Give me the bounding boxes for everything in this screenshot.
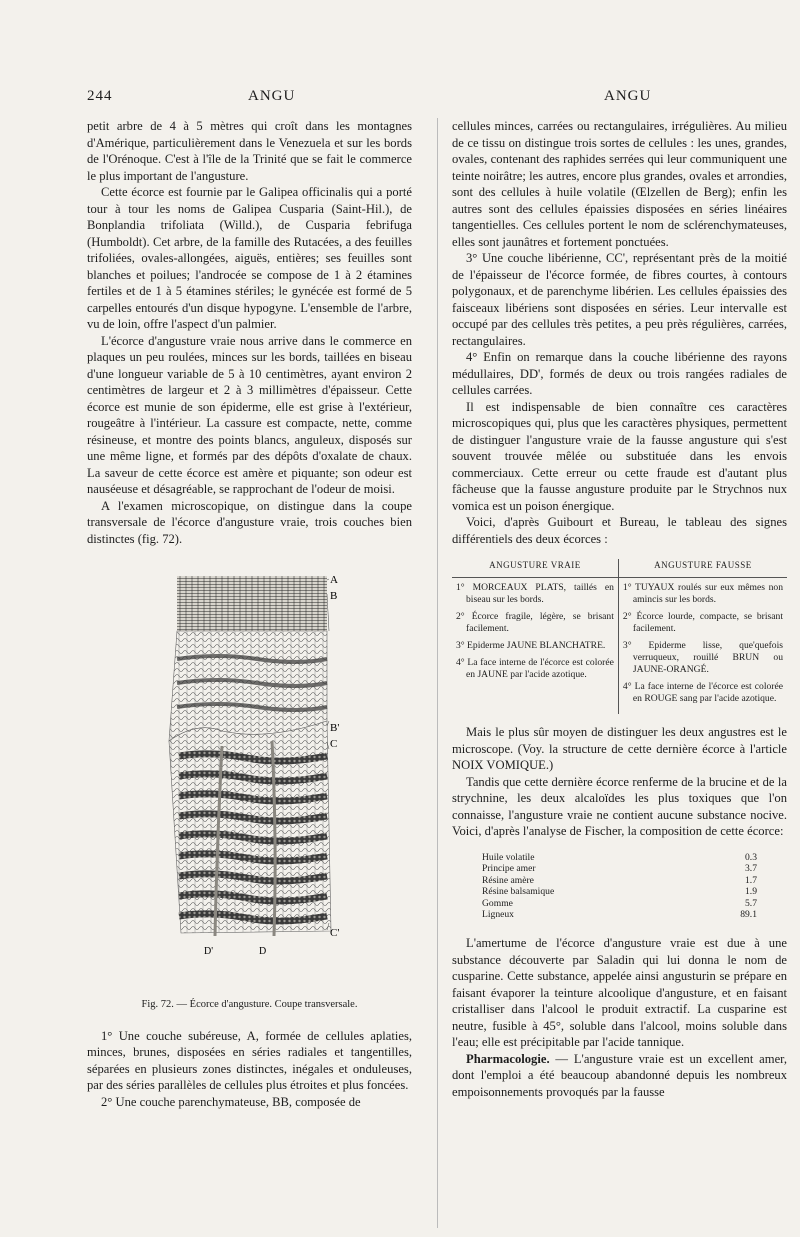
composition-row: [482, 875, 757, 887]
figure-caption: Fig. 72. — Écorce d'angusture. Coupe transversale.: [141, 999, 358, 1010]
composition-name: Résine amère: [482, 874, 534, 886]
figure-label-d: D: [259, 946, 267, 957]
composition-name: Huile volatile: [482, 851, 535, 863]
table-header-true: ANGUSTURE VRAIE: [452, 559, 618, 578]
composition-row: [482, 898, 757, 910]
pharmacology-heading: Pharmacologie.: [466, 1051, 550, 1066]
composition-name: Ligneux: [482, 909, 514, 921]
left-paragraph-2: Cette écorce est fournie par le Galipea officinalis qui a porté tour à tour les noms de Galipea Cusparia (Saint-Hil.), de Bonplandia trifoliata (Willd.), de Cusparia febrifuga (Humboldt). Cet arbre, de la famille des Rutacées, a des feuilles trifoliées, ovales-allongées, aiguës, entières; ses feuilles sont blanches et poilues; l'androcée se compose de 1 à 2 étamines fertiles et de 1 à 5 étamines stériles; le gynécée est formé de 5 carpelles entourés d'un disque hypogyne. L'ensemble de l'arbre, vu de loin, offre l'aspect d'un palmier.: [87, 185, 412, 331]
composition-row: [482, 886, 757, 898]
table-header-false: ANGUSTURE FAUSSE: [618, 559, 787, 578]
right-paragraph-8: L'amertume de l'écorce d'angusture vraie est due à une substance découverte par Saladin qui lui donna le nom de cusparine. Cette substance, appelée ainsi angusturin se prépare en faisant évaporer la teinture alcoolique d'angusture, et en faisant cristalliser dans l'alcool le produit extractif. La cusparine est neutre, fusible à 45°, soluble dans l'alcool, moins soluble dans l'eau; elle est précipitable par l'acide tannique.: [452, 936, 787, 1050]
table-cell: 2° Écorce lourde, compacte, se brisant facilement.: [622, 611, 783, 634]
cork-layer: [177, 576, 327, 631]
bark-cross-section-illustration: [87, 571, 412, 991]
table-cell: 3° Epiderme JAUNE BLANCHATRE.: [456, 640, 606, 651]
pharmacology-text: — L'angusture vraie est un excellent amer, dont l'emploi a été beaucoup abandonné depuis les nombreux empoisonnements provoqués par la fausse: [452, 1051, 787, 1099]
running-head-left: ANGU: [248, 88, 296, 104]
table-cell: 3° Epiderme lisse, que'quefois verruqueux, rouillé BRUN ou JAUNE-ORANGÉ.: [622, 640, 783, 675]
figure-72: [87, 571, 412, 991]
table-column-true: [452, 578, 618, 715]
composition-name: Gomme: [482, 897, 513, 909]
right-column: [452, 118, 787, 1100]
table-cell: 1° MORCEAUX PLATS, taillés en biseau sur les bords.: [456, 582, 614, 605]
right-paragraph-1: cellules minces, carrées ou rectangulaires, irrégulières. Au milieu de ce tissu on distingue trois sortes de cellules : les unes, grandes, ovales, contenant des raphides serrées qui leur communiquent une teinte noirâtre; les autres, encore plus grandes, ovales et arrondies, sont des cellules à huile volatile (Œlzellen de Berg); enfin les autres sont des cellules épaissies disposées en séries linéaires tangentielles. Ces cellules portent le nom de sclérenchymateuses, elles sont jaunâtres et fortement ponctuées.: [452, 119, 787, 249]
right-paragraph-2: 3° Une couche libérienne, CC', représentant près de la moitié de l'épaisseur de l'écorce formée, de fibres courtes, à contours polygonaux, et de parenchyme libérien. Les cellules épaissies des faisceaux libériens sont disposées en séries. Leur intervalle est occupé par des cellules très petites, a peu près régulières, carrées, rectangulaires.: [452, 251, 787, 348]
composition-value: 1.9: [745, 886, 757, 898]
right-paragraph-9: [452, 1051, 787, 1101]
table-cell: 2° Écorce fragile, légère, se brisant facilement.: [456, 611, 614, 634]
figure-label-b-prime: B': [330, 722, 340, 734]
column-divider: [437, 118, 438, 1228]
left-paragraph-3: L'écorce d'angusture vraie nous arrive dans le commerce en plaques un peu roulées, minces sur les bords, taillées en biseau d'une longueur variable de 5 à 10 centimètres, ayant environ 2 centimètres de largeur et 2 à 3 millimètres d'épaisseur. Cette écorce est munie de son épiderme, elle est grise à l'extérieur, rougeâtre à l'intérieur. La cassure est compacte, nette, comme résineuse, et montre des points blancs, anguleux, disposés sur une même ligne, et formés par des dépôts d'oxalate de chaux. La saveur de cette écorce est amère et piquante; son odeur est nauséeuse et désagréable, se rapprochant de l'odeur de moisi.: [87, 333, 412, 496]
figure-label-a: A: [330, 574, 338, 586]
composition-value: 1.7: [745, 874, 757, 886]
left-paragraph-6: 2° Une couche parenchymateuse, BB, composée de: [101, 1094, 361, 1109]
composition-row: [482, 863, 757, 875]
table-column-false: [618, 578, 787, 715]
composition-table: [482, 852, 757, 922]
left-paragraph-5: 1° Une couche subéreuse, A, formée de cellules aplaties, minces, brunes, disposées en séries radiales et tangentilles, séparées en plusieurs zones distinctes, inégales et onduleuses, par des séries parallèles de cellules plus étroites et plus foncées.: [87, 1028, 412, 1092]
figure-label-b: B: [330, 590, 338, 602]
table-cell: 4° La face interne de l'écorce est colorée en ROUGE sang par l'acide azotique.: [622, 681, 783, 704]
label-leader: [327, 594, 329, 631]
composition-name: Principe amer: [482, 863, 536, 875]
right-paragraph-4: Il est indispensable de bien connaître ces caractères microscopiques qui, plus que les caractères physiques, permettent de distinguer l'angusture vraie de la fausse angusture qui s'est souvent trouvée mêlée ou substituée dans les envois commerciaux. Cette erreur ou cette fraude est d'autant plus fâcheuse que la fausse angusture produite par le Strychnos nux vomica est un poison énergique.: [452, 399, 787, 513]
figure-label-c: C: [330, 738, 338, 750]
figure-label-c-prime: C': [330, 927, 340, 939]
left-paragraph-4: A l'examen microscopique, on distingue dans la coupe transversale de l'écorce d'angusture vraie, trois couches bien distinctes (fig. 72).: [87, 498, 412, 546]
label-leader: [327, 579, 329, 580]
left-paragraph-1: petit arbre de 4 à 5 mètres qui croît dans les montagnes d'Amérique, particulièrement dans le Venezuela et sur les bords de l'Orénoque. C'est à l'île de la Trinité que se fait le commerce le plus important de l'angusture.: [87, 119, 412, 183]
composition-row: [482, 852, 757, 864]
right-paragraph-6: Mais le plus sûr moyen de distinguer les deux angustres est le microscope. (Voy. la structure de cette dernière écorce à l'article NOIX VOMIQUE.): [452, 725, 787, 772]
composition-value: 89.1: [740, 909, 757, 921]
right-paragraph-7: Tandis que cette dernière écorce renferme de la brucine et de la strychnine, les deux alcaloïdes les plus toxiques que l'on connaisse, l'angusture vraie ne contient aucune substance nocive. Voici, d'après l'analyse de Fischer, la composition de cette écorce:: [452, 774, 787, 838]
composition-row: [482, 909, 757, 921]
figure-label-d-prime: D': [204, 946, 214, 957]
right-paragraph-5: Voici, d'après Guibourt et Bureau, le tableau des signes différentiels des deux écorces :: [452, 515, 787, 546]
right-paragraph-3: 4° Enfin on remarque dans la couche libérienne des rayons médullaires, DD', formés de deux ou trois rangées radiales de cellules carrées.: [452, 350, 787, 397]
left-column: [87, 118, 412, 1110]
composition-value: 3.7: [745, 863, 757, 875]
table-cell: 1° TUYAUX roulés sur eux mêmes non amincis sur les bords.: [622, 582, 783, 605]
composition-value: 0.3: [745, 851, 757, 863]
table-cell: 4° La face interne de l'écorce est colorée en JAUNE par l'acide azotique.: [456, 657, 614, 680]
composition-value: 5.7: [745, 897, 757, 909]
composition-name: Résine balsamique: [482, 886, 555, 898]
running-head-right: ANGU: [604, 88, 652, 104]
page-number: 244: [87, 88, 113, 104]
comparison-table: [452, 559, 787, 714]
